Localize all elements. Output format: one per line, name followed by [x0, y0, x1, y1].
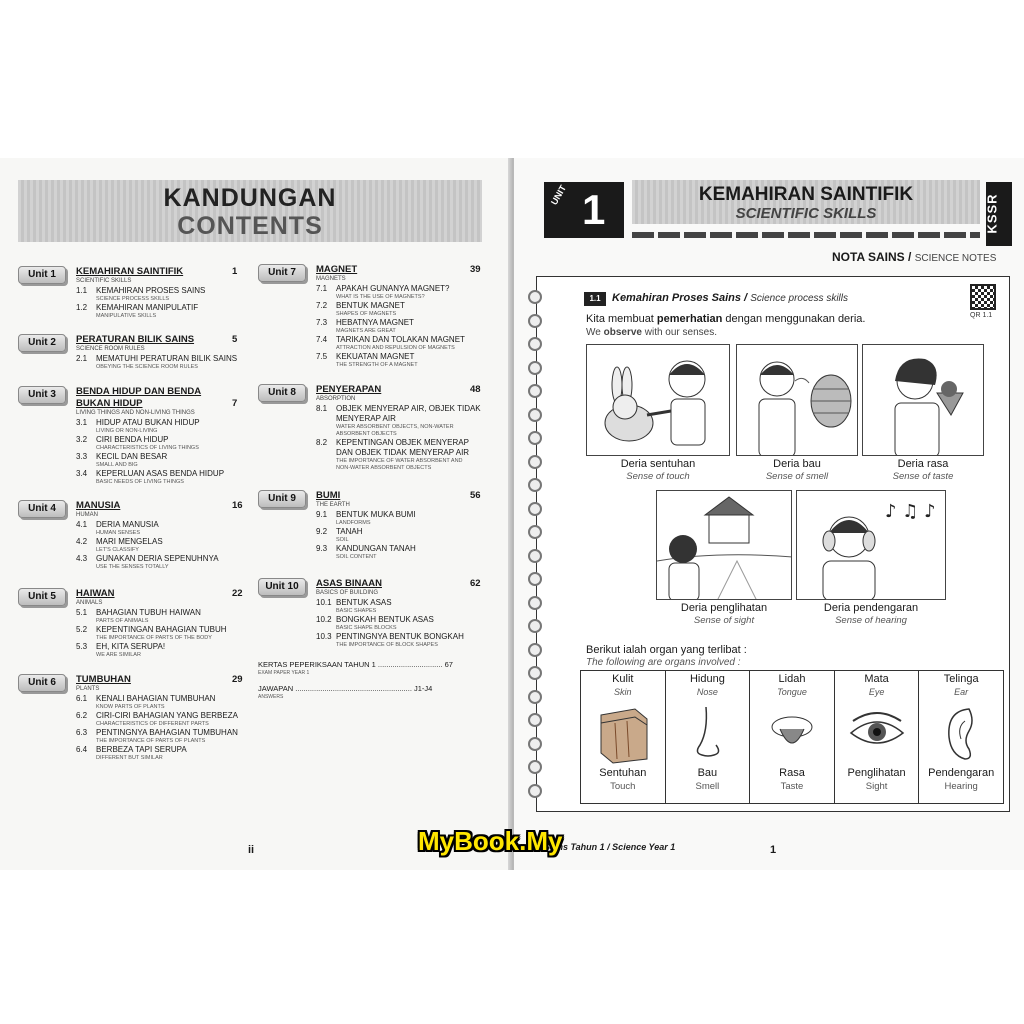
subtopic-en: USE THE SENSES TOTALLY	[96, 564, 169, 570]
spiral-ring	[528, 784, 542, 798]
subtopic	[76, 537, 163, 546]
spiral-ring	[528, 643, 542, 657]
subtopic-number: 8.1	[316, 404, 328, 413]
subtopic-number: 7.5	[316, 352, 328, 361]
unit-page	[514, 158, 1024, 870]
subtopic-label: TANAH	[336, 527, 363, 536]
unit-badge: Unit 5	[18, 588, 66, 606]
hearing-illustration	[796, 490, 946, 600]
unit-title: MAGNET	[316, 264, 358, 275]
subtopic	[76, 354, 237, 363]
unit-page-number: 7	[232, 398, 238, 409]
subtopic	[316, 318, 414, 327]
answers-entry: JAWAPAN ........................................................ J1-J4	[258, 684, 433, 693]
tongue-icon	[760, 701, 824, 765]
organ-name: Lidah	[778, 673, 806, 685]
subtopic	[76, 608, 201, 617]
notes-heading-en: SCIENCE NOTES	[914, 253, 997, 264]
subtopic-number: 5.1	[76, 608, 88, 617]
subtopic-number: 3.3	[76, 452, 88, 461]
organ-cell-nose	[666, 671, 751, 803]
unit-title: PERATURAN BILIK SAINS	[76, 334, 195, 345]
section-title-ms: Kemahiran Proses Sains /	[612, 292, 748, 304]
spiral-ring	[528, 408, 542, 422]
organ-name-en: Tongue	[777, 687, 807, 697]
spiral-ring	[528, 713, 542, 727]
spiral-ring	[528, 314, 542, 328]
subtopic-number: 3.4	[76, 469, 88, 478]
subtopic-number: 4.2	[76, 537, 88, 546]
organ-sense-en: Hearing	[944, 781, 978, 792]
intro-text-en	[586, 327, 717, 338]
subtopic-number: 10.3	[316, 632, 332, 641]
unit-badge: Unit 1	[18, 266, 66, 284]
organ-sense: Penglihatan	[847, 767, 906, 779]
subtopic	[76, 418, 200, 427]
answers-entry-en: ANSWERS	[258, 694, 284, 700]
subtopic-line2: DAN OBJEK TIDAK MENYERAP AIR	[336, 448, 470, 457]
page-number-right: 1	[770, 844, 777, 856]
unit-title: KEMAHIRAN SAINTIFIK	[698, 184, 914, 205]
subtopic-label: BONGKAH BENTUK ASAS	[336, 615, 434, 624]
organ-sense-en: Taste	[780, 781, 804, 792]
subtopic	[316, 615, 434, 624]
subtopic	[316, 301, 405, 310]
unit-title-en: ANIMALS	[76, 600, 103, 606]
unit-title-line2: BUKAN HIDUP	[76, 398, 143, 409]
unit-word: UNIT	[548, 183, 569, 207]
subtopic-label: KEPENTINGAN OBJEK MENYERAP	[336, 438, 469, 447]
subtopic	[316, 404, 481, 413]
subtopic	[316, 598, 392, 607]
organ-name-en: Skin	[614, 687, 632, 697]
subtopic-number: 5.3	[76, 642, 88, 651]
subtopic-en: BASIC NEEDS OF LIVING THINGS	[96, 479, 184, 485]
smell-illustration	[736, 344, 858, 456]
unit-title: KEMAHIRAN SAINTIFIK	[76, 266, 184, 277]
intro-en-a: We	[586, 327, 604, 338]
subtopic-en-line2: ABSORBENT OBJECTS	[336, 431, 397, 437]
organ-sense: Rasa	[779, 767, 805, 779]
qr-code-icon[interactable]	[970, 284, 996, 310]
subtopic	[76, 711, 238, 720]
subtopic	[316, 510, 416, 519]
subtopic-en: BASIC SHAPES	[336, 608, 377, 614]
page-number-left: ii	[248, 844, 255, 856]
subtopic-number: 7.3	[316, 318, 328, 327]
subtopic	[76, 625, 227, 634]
spiral-ring	[528, 619, 542, 633]
subtopic-label: TARIKAN DAN TOLAKAN MAGNET	[336, 335, 465, 344]
spiral-ring	[528, 760, 542, 774]
spiral-ring	[528, 666, 542, 680]
subtopic-number: 6.3	[76, 728, 88, 737]
subtopic-label: CIRI-CIRI BAHAGIAN YANG BERBEZA	[96, 711, 238, 720]
subtopic	[316, 438, 469, 447]
organs-heading-en: The following are organs involved :	[586, 657, 741, 668]
subtopic-label: PENTINGNYA BENTUK BONGKAH	[336, 632, 464, 641]
kssr-label: KSSR	[984, 193, 1000, 234]
subtopic-label: BENTUK MAGNET	[336, 301, 405, 310]
subtopic-label: APAKAH GUNANYA MAGNET?	[336, 284, 450, 293]
organ-name: Mata	[864, 673, 889, 685]
watermark: MyBook.My	[418, 826, 563, 856]
subtopic-en-line2: NON-WATER ABSORBENT OBJECTS	[336, 465, 432, 471]
sight-illustration	[656, 490, 792, 600]
subtopic-en: OBEYING THE SCIENCE ROOM RULES	[96, 364, 198, 370]
organ-name-en: Ear	[954, 687, 969, 697]
subtopic-en: SOIL CONTENT	[336, 554, 377, 560]
intro-b: pemerhatian	[656, 313, 723, 325]
subtopic-en: THE IMPORTANCE OF PARTS OF PLANTS	[96, 738, 206, 744]
organ-sense: Pendengaran	[928, 767, 995, 779]
organ-sense-en: Touch	[610, 781, 636, 792]
subtopic-label: KEPERLUAN ASAS BENDA HIDUP	[96, 469, 225, 478]
subtopic	[76, 303, 198, 312]
subtopic-label: EH, KITA SERUPA!	[96, 642, 166, 651]
unit-banner	[632, 180, 980, 224]
subtopic-label: DERIA MANUSIA	[96, 520, 159, 529]
unit-page-number: 39	[470, 264, 481, 275]
intro-a: Kita membuat	[586, 313, 657, 325]
kssr-tab	[986, 182, 1012, 246]
unit-title-en: SCIENCE ROOM RULES	[76, 346, 145, 352]
organ-sense: Sentuhan	[599, 767, 647, 779]
organ-cell-ear	[919, 671, 1003, 803]
subtopic-number: 6.2	[76, 711, 88, 720]
nose-icon	[676, 701, 740, 765]
subtopic-number: 7.2	[316, 301, 328, 310]
subtopic-label: KENALI BAHAGIAN TUMBUHAN	[96, 694, 216, 703]
unit-title: HAIWAN	[76, 588, 115, 599]
subtopic	[76, 435, 168, 444]
subtopic-en: THE IMPORTANCE OF BLOCK SHAPES	[336, 642, 438, 648]
subtopic-en: DIFFERENT BUT SIMILAR	[96, 755, 163, 761]
unit-title-en: PLANTS	[76, 686, 100, 692]
unit-badge: Unit 8	[258, 384, 306, 402]
subtopic-en: THE IMPORTANCE OF WATER ABSORBENT AND	[336, 458, 463, 464]
contents-banner	[18, 180, 482, 242]
organ-cell-tongue	[750, 671, 835, 803]
subtopic-label: CIRI BENDA HIDUP	[96, 435, 169, 444]
unit-title: MANUSIA	[76, 500, 121, 511]
subtopic-en: WHAT IS THE USE OF MAGNETS?	[336, 294, 425, 300]
subtopic-line2: MENYERAP AIR	[336, 414, 396, 423]
organ-name: Telinga	[943, 673, 979, 685]
subtopic-number: 1.2	[76, 303, 88, 312]
subtopic-label: BAHAGIAN TUBUH HAIWAN	[96, 608, 201, 617]
unit-page-number: 48	[470, 384, 481, 395]
unit-badge: Unit 7	[258, 264, 306, 282]
subtopic-number: 5.2	[76, 625, 88, 634]
unit-title: PENYERAPAN	[316, 384, 382, 395]
eye-icon	[845, 701, 909, 765]
page-footer: Sains Tahun 1 / Science Year 1	[544, 842, 676, 852]
unit-badge: Unit 6	[18, 674, 66, 692]
subtopic	[76, 452, 167, 461]
organ-sense-en: Sight	[865, 781, 888, 792]
sense-label-smell: Deria bau	[773, 458, 821, 470]
subtopic-en: SOIL	[336, 537, 349, 543]
subtopic	[316, 544, 416, 553]
exam-entry-en: EXAM PAPER YEAR 1	[258, 670, 310, 676]
intro-c: dengan menggunakan deria.	[722, 313, 866, 325]
subtopic-number: 9.2	[316, 527, 328, 536]
organs-heading: Berikut ialah organ yang terlibat :	[586, 644, 747, 656]
subtopic-en: CHARACTERISTICS OF DIFFERENT PARTS	[96, 721, 209, 727]
unit-title-en: THE EARTH	[316, 502, 350, 508]
subtopic-en: LET'S CLASSIFY	[96, 547, 139, 553]
ear-icon	[929, 701, 993, 765]
contents-subtitle: CONTENTS	[177, 212, 323, 240]
subtopic	[76, 520, 159, 529]
subtopic	[76, 286, 205, 295]
sense-label-hearing: Deria pendengaran	[823, 602, 919, 614]
unit-title: ASAS BINAAN	[316, 578, 382, 589]
subtopic-label: BENTUK ASAS	[336, 598, 392, 607]
subtopic-en: SHAPES OF MAGNETS	[336, 311, 397, 317]
subtopic	[76, 469, 224, 478]
unit-number-block	[544, 182, 624, 238]
organ-name: Kulit	[612, 673, 634, 685]
organ-name-en: Eye	[868, 687, 885, 697]
sense-label-hearing-en: Sense of hearing	[835, 615, 907, 626]
subtopic-en: HUMAN SENSES	[96, 530, 141, 536]
subtopic	[76, 694, 215, 703]
unit-badge: Unit 10	[258, 578, 306, 596]
subtopic-label: KEMAHIRAN PROSES SAINS	[96, 286, 206, 295]
subtopic-label: HEBATNYA MAGNET	[336, 318, 414, 327]
organ-sense: Bau	[697, 767, 718, 779]
subtopic-en: BASIC SHAPE BLOCKS	[336, 625, 397, 631]
subtopic-number: 9.3	[316, 544, 328, 553]
subtopic-label: MARI MENGELAS	[96, 537, 163, 546]
sense-label-sight: Deria penglihatan	[680, 602, 768, 614]
spiral-ring	[528, 549, 542, 563]
subtopic-en: CHARACTERISTICS OF LIVING THINGS	[96, 445, 199, 451]
spiral-ring	[528, 502, 542, 516]
subtopic-number: 2.1	[76, 354, 88, 363]
unit-title-en: SCIENTIFIC SKILLS	[76, 278, 132, 284]
subtopic-en: WATER ABSORBENT OBJECTS, NON-WATER	[336, 424, 454, 430]
unit-badge: Unit 9	[258, 490, 306, 508]
exam-entry: KERTAS PEPERIKSAAN TAHUN 1 ............................... 67	[258, 660, 453, 669]
subtopic-label: KANDUNGAN TANAH	[336, 544, 416, 553]
unit-title-en: BASICS OF BUILDING	[316, 590, 379, 596]
subtopic	[76, 745, 187, 754]
unit-number: 1	[582, 186, 606, 233]
subtopic-en: LIVING OR NON-LIVING	[96, 428, 158, 434]
spiral-ring	[528, 596, 542, 610]
contents-title: KANDUNGAN	[163, 184, 337, 212]
subtopic-number: 1.1	[76, 286, 88, 295]
touch-illustration	[586, 344, 730, 456]
spiral-ring	[528, 361, 542, 375]
subtopic-label: MEMATUHI PERATURAN BILIK SAINS	[96, 354, 238, 363]
subtopic-en: MAGNETS ARE GREAT	[336, 328, 396, 334]
spiral-ring	[528, 478, 542, 492]
organ-name-en: Nose	[696, 687, 718, 697]
subtopic-number: 3.2	[76, 435, 88, 444]
subtopic-en: THE IMPORTANCE OF PARTS OF THE BODY	[96, 635, 212, 641]
subtopic-en: PARTS OF ANIMALS	[96, 618, 149, 624]
unit-title-en: ABSORPTION	[316, 396, 356, 402]
subtopic-number: 10.2	[316, 615, 332, 624]
subtopic-en: KNOW PARTS OF PLANTS	[96, 704, 165, 710]
subtopic-number: 7.1	[316, 284, 328, 293]
subtopic-label: HIDUP ATAU BUKAN HIDUP	[96, 418, 200, 427]
unit-title: BUMI	[316, 490, 341, 501]
subtopic-number: 4.1	[76, 520, 88, 529]
subtopic-label: KEMAHIRAN MANIPULATIF	[96, 303, 199, 312]
subtopic-number: 7.4	[316, 335, 328, 344]
organ-name: Hidung	[689, 673, 725, 685]
subtopic-label: KECIL DAN BESAR	[96, 452, 168, 461]
subtopic-number: 3.1	[76, 418, 88, 427]
intro-en-c: with our senses.	[641, 327, 718, 338]
subtopic-en: LANDFORMS	[336, 520, 371, 526]
subtopic-number: 4.3	[76, 554, 88, 563]
subtopic-label: OBJEK MENYERAP AIR, OBJEK TIDAK	[336, 404, 481, 413]
section-title	[612, 292, 848, 304]
subtopic-number: 10.1	[316, 598, 332, 607]
subtopic-label: KEKUATAN MAGNET	[336, 352, 415, 361]
subtopic	[316, 335, 465, 344]
notes-heading	[832, 250, 996, 264]
subtopic-number: 9.1	[316, 510, 328, 519]
subtopic-en: SMALL AND BIG	[96, 462, 138, 468]
intro-en-b: observe	[603, 327, 642, 338]
sense-label-touch-en: Sense of touch	[626, 471, 690, 482]
contents-page	[0, 158, 512, 870]
section-title-en: Science process skills	[750, 293, 848, 304]
unit-page-number: 1	[232, 266, 238, 277]
spiral-ring	[528, 337, 542, 351]
unit-title-en: LIVING THINGS AND NON-LIVING THINGS	[76, 410, 195, 416]
subtopic-number: 6.4	[76, 745, 88, 754]
intro-text	[586, 313, 865, 325]
unit-title: TUMBUHAN	[76, 674, 131, 685]
unit-page-number: 62	[470, 578, 481, 589]
sense-label-touch: Deria sentuhan	[620, 458, 696, 470]
unit-title-en: HUMAN	[76, 512, 98, 518]
subtopic	[316, 527, 363, 536]
subtopic	[76, 728, 238, 737]
taste-illustration	[862, 344, 984, 456]
unit-title-en: MAGNETS	[316, 276, 346, 282]
unit-badge: Unit 3	[18, 386, 66, 404]
stripe-divider	[632, 232, 980, 238]
subtopic	[76, 642, 165, 651]
unit-subtitle: SCIENTIFIC SKILLS	[735, 205, 877, 222]
notes-heading-ms: NOTA SAINS /	[832, 250, 912, 264]
unit-title: BENDA HIDUP DAN BENDA	[76, 386, 202, 397]
section-number: 1.1	[584, 292, 606, 306]
subtopic-en: THE STRENGTH OF A MAGNET	[336, 362, 418, 368]
unit-page-number: 5	[232, 334, 238, 345]
unit-badge: Unit 2	[18, 334, 66, 352]
sense-label-taste-en: Sense of taste	[892, 471, 954, 482]
organ-cell-skin	[581, 671, 666, 803]
organ-sense-en: Smell	[695, 781, 720, 792]
subtopic-label: GUNAKAN DERIA SEPENUHNYA	[96, 554, 219, 563]
subtopic-label: BERBEZA TAPI SERUPA	[96, 745, 187, 754]
subtopic	[76, 554, 219, 563]
spiral-ring	[528, 455, 542, 469]
subtopic	[316, 352, 414, 361]
unit-badge: Unit 4	[18, 500, 66, 518]
unit-page-number: 29	[232, 674, 243, 685]
subtopic-label: BENTUK MUKA BUMI	[336, 510, 416, 519]
spiral-ring	[528, 572, 542, 586]
sense-label-smell-en: Sense of smell	[765, 471, 829, 482]
subtopic-number: 6.1	[76, 694, 88, 703]
spiral-ring	[528, 737, 542, 751]
unit-page-number: 56	[470, 490, 481, 501]
subtopic	[316, 632, 464, 641]
organs-table	[580, 670, 1004, 804]
subtopic-en: WE ARE SIMILAR	[96, 652, 141, 658]
spiral-ring	[528, 525, 542, 539]
spiral-ring	[528, 384, 542, 398]
organ-cell-eye	[835, 671, 920, 803]
skin-icon	[591, 701, 655, 765]
sense-label-sight-en: Sense of sight	[693, 615, 755, 626]
subtopic-en: SCIENCE PROCESS SKILLS	[96, 296, 170, 302]
unit-page-number: 22	[232, 588, 243, 599]
unit-page-number: 16	[232, 500, 243, 511]
svg-text:♪ ♫ ♪: ♪ ♫ ♪	[885, 501, 936, 522]
subtopic	[316, 284, 450, 293]
subtopic-label: KEPENTINGAN BAHAGIAN TUBUH	[96, 625, 227, 634]
subtopic-number: 8.2	[316, 438, 328, 447]
spiral-ring	[528, 431, 542, 445]
sense-label-taste: Deria rasa	[897, 458, 949, 470]
subtopic-label: PENTINGNYA BAHAGIAN TUMBUHAN	[96, 728, 238, 737]
spiral-ring	[528, 690, 542, 704]
qr-label: QR 1.1	[970, 312, 993, 319]
subtopic-en: ATTRACTION AND REPULSION OF MAGNETS	[336, 345, 455, 351]
subtopic-en: MANIPULATIVE SKILLS	[96, 313, 157, 319]
spiral-ring	[528, 290, 542, 304]
